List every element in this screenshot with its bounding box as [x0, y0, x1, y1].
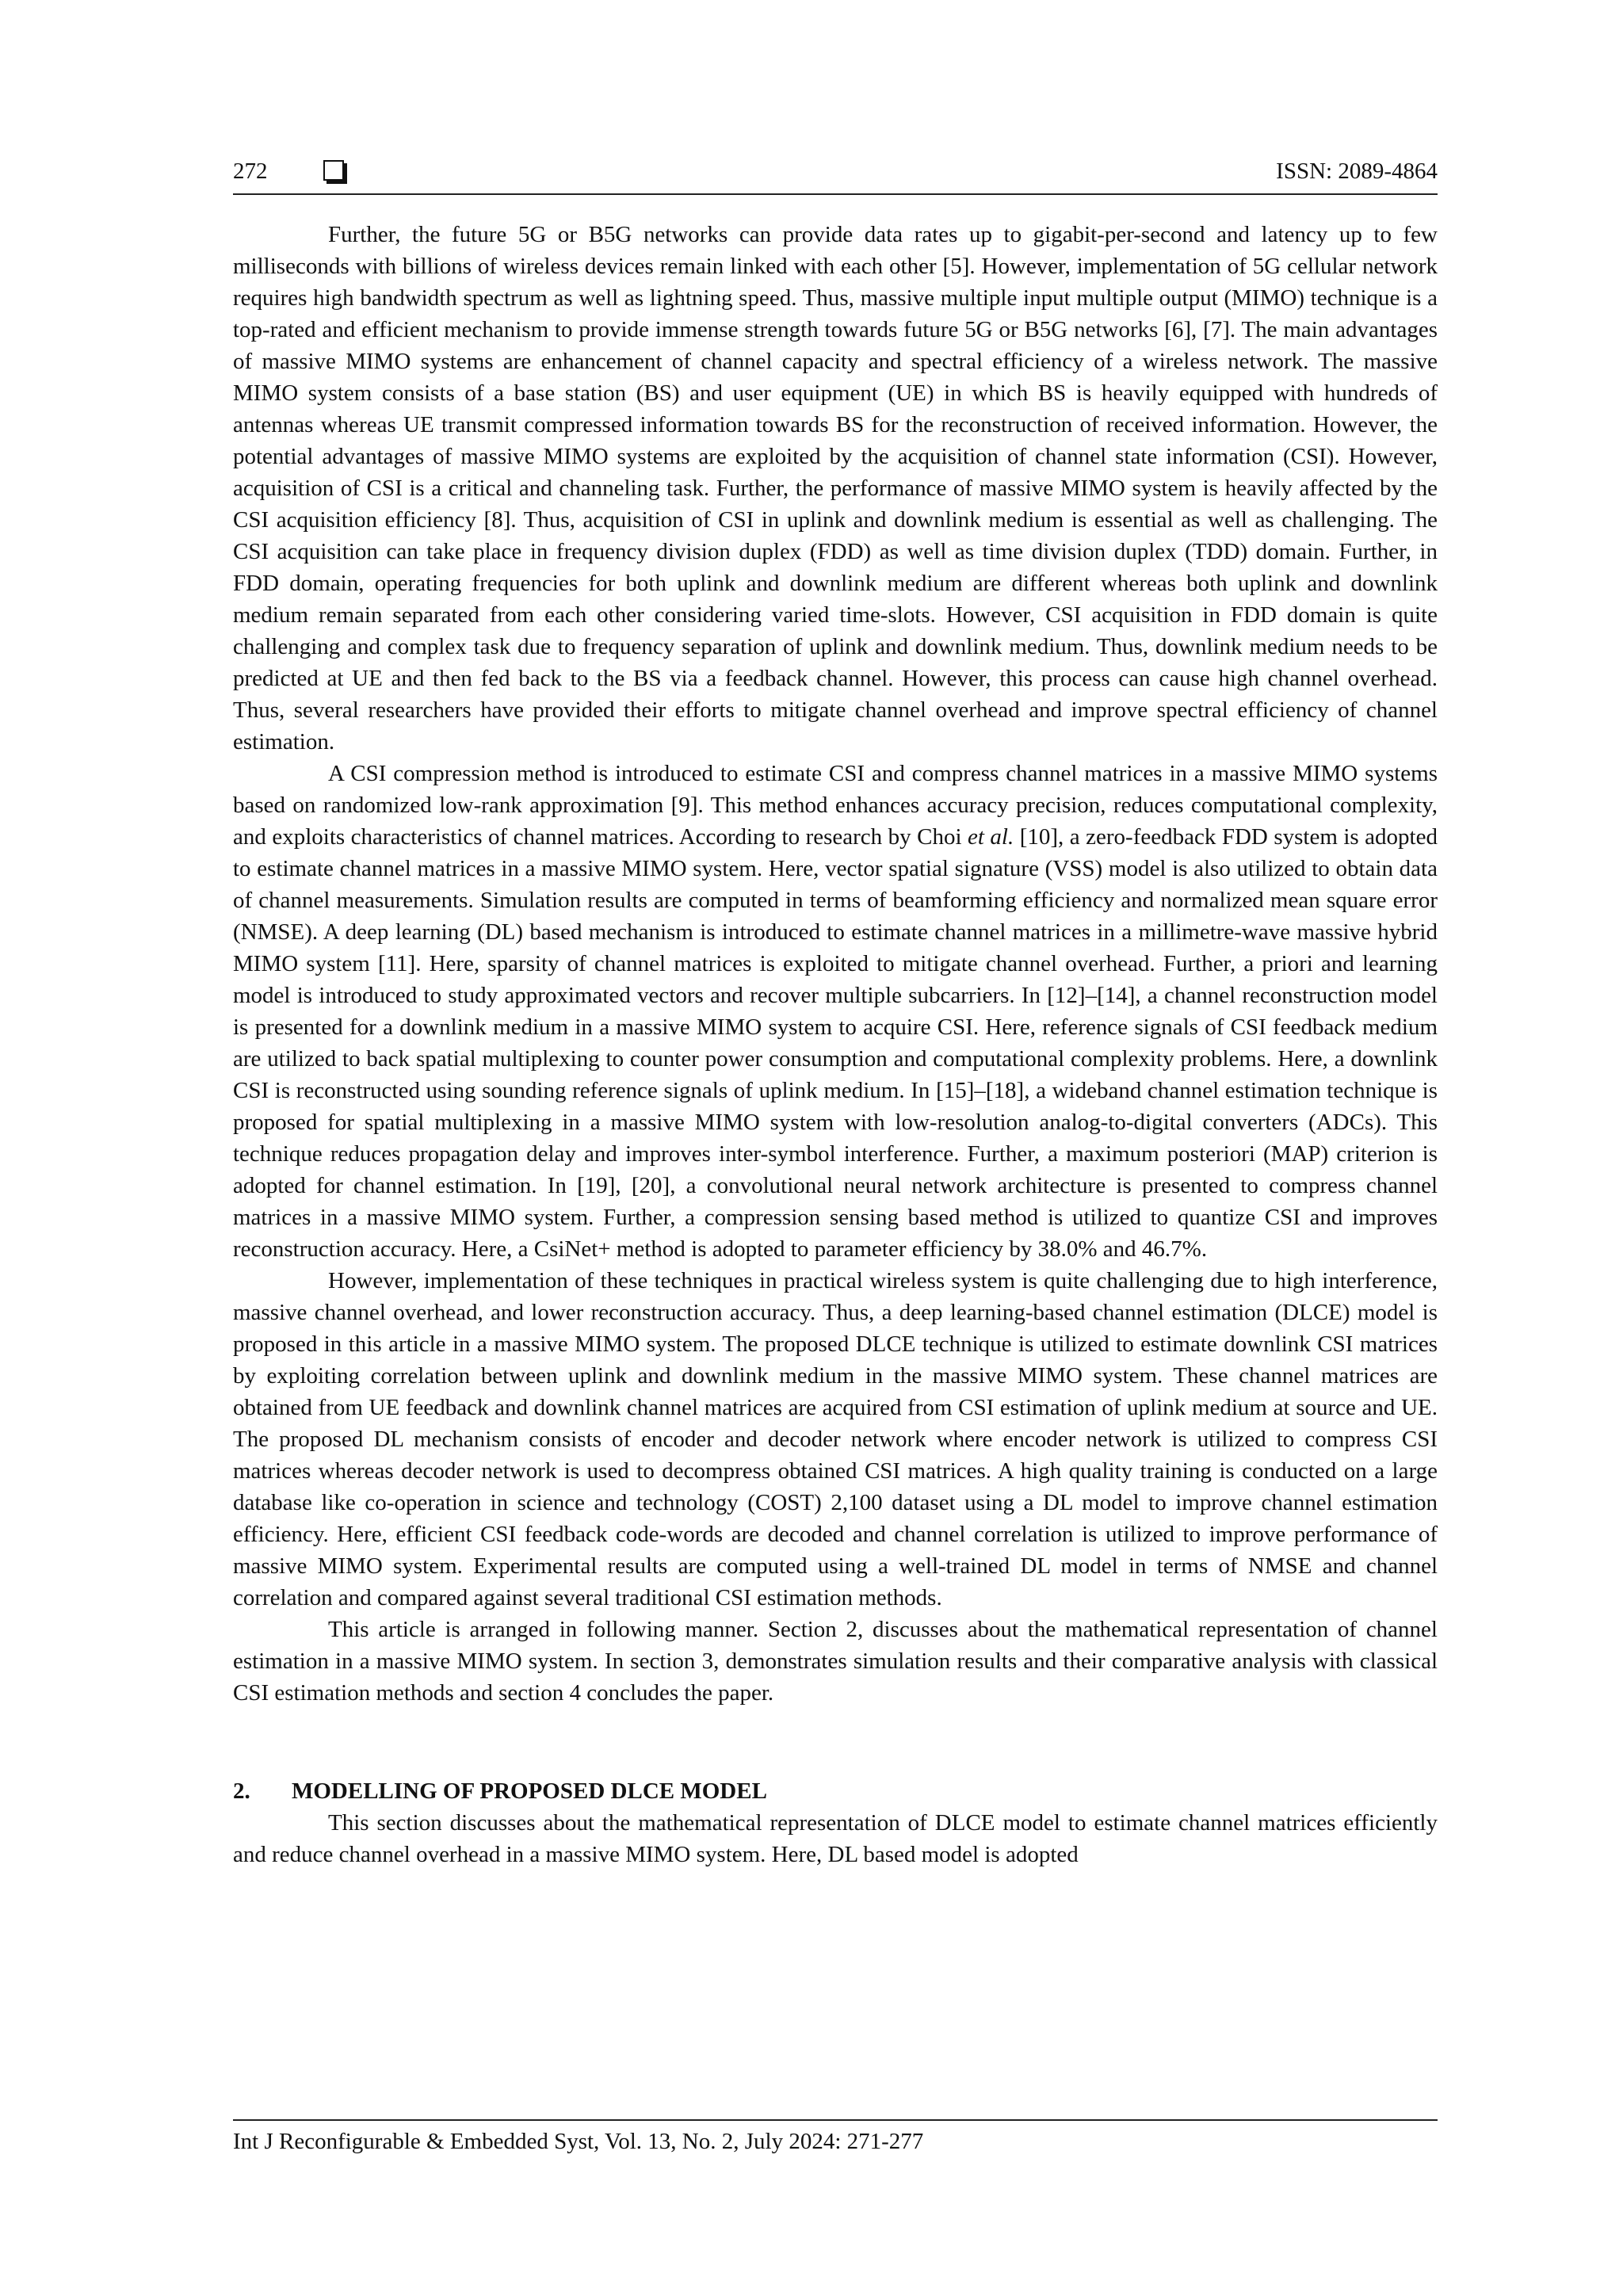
- paragraph-4: This article is arranged in following manner. Section 2, discusses about the mathematical representation of channel estimation in a massive MIMO system. In section 3, demonstrates simulation results and their comparative analysis with classical CSI estimation methods and section 4 concludes the paper.: [233, 1617, 1438, 1706]
- paragraph-2: [233, 758, 1438, 1265]
- paragraph-5: This section discusses about the mathematical representation of DLCE model to estimate channel matrices efficiently and reduce channel overhead in a massive MIMO system. Here, DL based model is adopted: [233, 1810, 1438, 1867]
- page-header: [233, 155, 1438, 195]
- paragraph-1: Further, the future 5G or B5G networks can provide data rates up to gigabit-per-second and latency up to few milliseconds with billions of wireless devices remain linked with each other [5]. However, implementation of 5G cellular network requires high bandwidth spectrum as well as lightning speed. Thus, massive multiple input multiple output (MIMO) technique is a top-rated and efficient mechanism to provide immense strength towards future 5G or B5G networks [6], [7]. The main advantages of massive MIMO systems are enhancement of channel capacity and spectral efficiency of a wireless network. The massive MIMO system consists of a base station (BS) and user equipment (UE) in which BS is heavily equipped with hundreds of antennas whereas UE transmit compressed information towards BS for the reconstruction of received information. However, the potential advantages of massive MIMO systems are exploited by the acquisition of channel state information (CSI). However, acquisition of CSI is a critical and channeling task. Further, the performance of massive MIMO system is heavily affected by the CSI acquisition efficiency [8]. Thus, acquisition of CSI in uplink and downlink medium is essential as well as challenging. The CSI acquisition can take place in frequency division duplex (FDD) as well as time division duplex (TDD) domain. Further, in FDD domain, operating frequencies for both uplink and downlink medium are different whereas both uplink and downlink medium remain separated from each other considering varied time-slots. However, CSI acquisition in FDD domain is quite challenging and complex task due to frequency separation of uplink and downlink medium. Thus, downlink medium needs to be predicted at UE and then fed back to the BS via a feedback channel. However, this process can cause high channel overhead. Thus, several researchers have provided their efforts to mitigate channel overhead and improve spectral efficiency of channel estimation.: [233, 222, 1438, 755]
- page-number: 272: [233, 159, 268, 184]
- paragraph-2-part-b: [10], a zero-feedback FDD system is adopted to estimate channel matrices in a massive MIMO system. Here, vector spatial signature (VSS) model is also utilized to obtain data of channel measurements. Simulation results are computed in terms of beamforming efficiency and normalized mean square error (NMSE). A deep learning (DL) based mechanism is introduced to estimate channel matrices in a millimetre-wave massive hybrid MIMO system [11]. Here, sparsity of channel matrices is exploited to mitigate channel overhead. Further, a priori and learning model is introduced to study approximated vectors and recover multiple subcarriers. In [12]–[14], a channel reconstruction model is presented for a downlink medium in a massive MIMO system to acquire CSI. Here, reference signals of CSI feedback medium are utilized to back spatial multiplexing to counter power consumption and computational complexity problems. Here, a downlink CSI is reconstructed using sounding reference signals of uplink medium. In [15]–[18], a wideband channel estimation technique is proposed for spatial multiplexing in a massive MIMO system with low-resolution analog-to-digital converters (ADCs). This technique reduces propagation delay and improves inter-symbol interference. Further, a maximum posteriori (MAP) criterion is adopted for channel estimation. In [19], [20], a convolutional neural network architecture is presented to compress channel matrices in a massive MIMO system. Further, a compression sensing based method is utilized to quantize CSI and improves reconstruction accuracy. Here, a CsiNet+ method is adopted to parameter efficiency by 38.0% and 46.7%.: [233, 824, 1438, 1262]
- section-2-title: MODELLING OF PROPOSED DLCE MODEL: [292, 1778, 767, 1804]
- paragraph-2-part-a: A CSI compression method is introduced to estimate CSI and compress channel matrices in a massive MIMO systems based on randomized low-rank approximation [9]. This method enhances accuracy precision, reduces computational complexity, and exploits characteristics of channel matrices. According to research by Choi: [233, 761, 1438, 850]
- journal-citation: Int J Reconfigurable & Embedded Syst, Vol. 13, No. 2, July 2024: 271-277: [233, 2129, 924, 2154]
- page-footer: [233, 2119, 1438, 2155]
- section-2-heading: [233, 1775, 1438, 1807]
- checkbox-square-icon: [323, 160, 344, 181]
- main-body: [233, 219, 1438, 1870]
- et-al-italic: et al.: [968, 824, 1014, 850]
- paragraph-3: However, implementation of these techniques in practical wireless system is quite challenging due to high interference, massive channel overhead, and lower reconstruction accuracy. Thus, a deep learning-based channel estimation (DLCE) model is proposed in this article in a massive MIMO system. The proposed DLCE technique is utilized to estimate downlink CSI matrices by exploiting correlation between uplink and downlink medium in the massive MIMO system. These channel matrices are obtained from UE feedback and downlink channel matrices are acquired from CSI estimation of uplink medium at source and UE. The proposed DL mechanism consists of encoder and decoder network where encoder network is utilized to compress CSI matrices whereas decoder network is used to decompress obtained CSI matrices. A high quality training is conducted on a large database like co-operation in science and technology (COST) 2,100 dataset using a DL model to improve channel estimation efficiency. Here, efficient CSI feedback code-words are decoded and channel correlation is utilized to improve performance of massive MIMO system. Experimental results are computed using a well-trained DL model in terms of NMSE and channel correlation and compared against several traditional CSI estimation methods.: [233, 1268, 1438, 1610]
- issn-label: ISSN: 2089-4864: [1276, 159, 1438, 184]
- section-2-number: 2.: [233, 1778, 250, 1804]
